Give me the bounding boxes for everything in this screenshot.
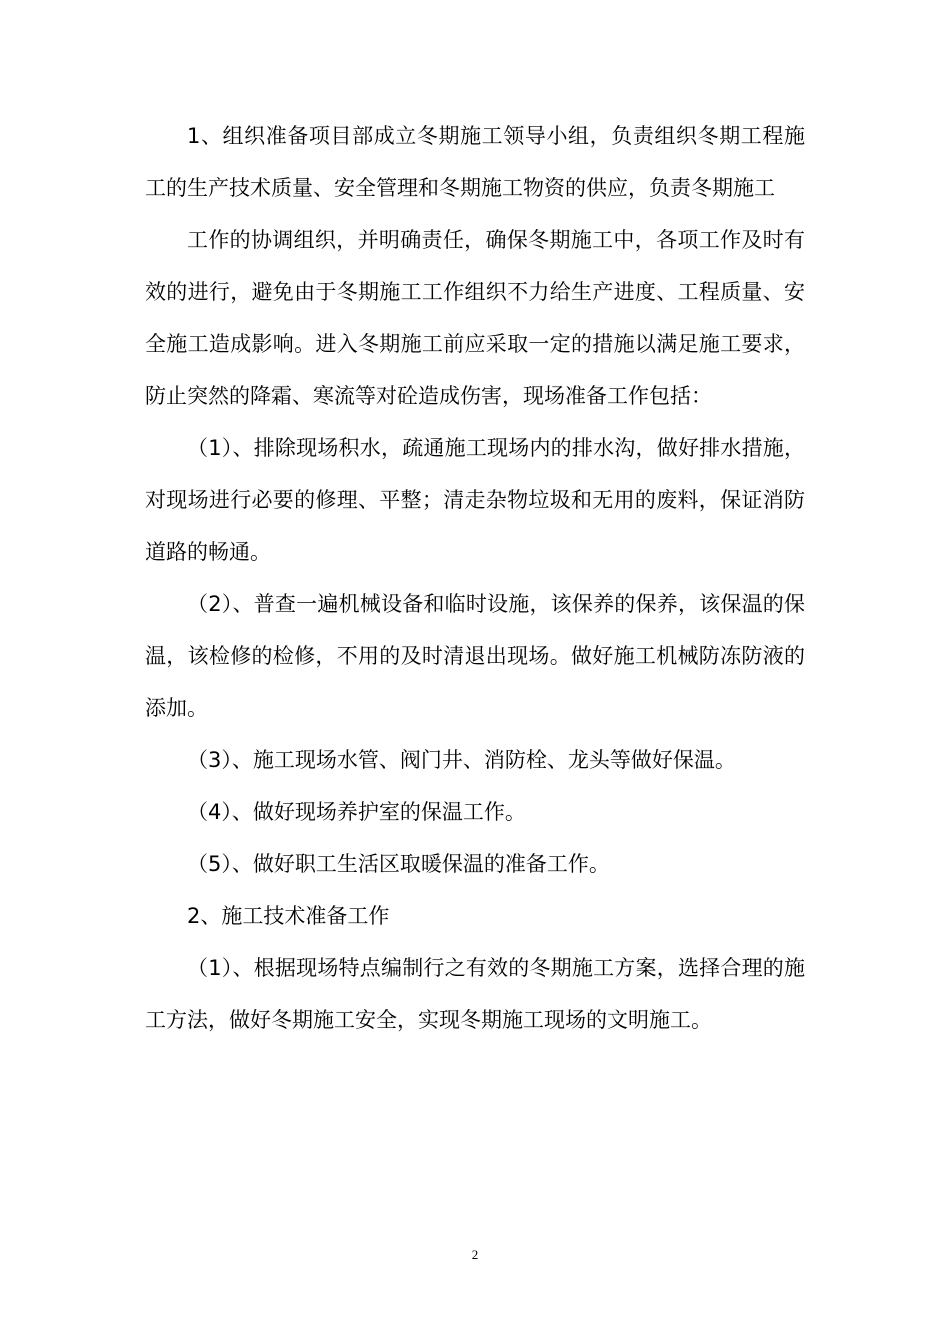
paragraph-organization-prep: 1、组织准备项目部成立冬期施工领导小组，负责组织冬期工程施工的生产技术质量、安全管理和冬期施工物资的供应，负责冬期施工: [145, 124, 805, 200]
paragraph-item-3-pipes: （3）、施工现场水管、阀门井、消防栓、龙头等做好保温。: [187, 748, 736, 772]
paragraph-coordination: 工作的协调组织，并明确责任，确保冬期施工中，各项工作及时有效的进行，避免由于冬期施工工作组织不力给生产进度、工程质量、安全施工造成影响。进入冬期施工前应采取一定的措施以满足施工要求，防止突然的降霜、寒流等对砼造成伤害，现场准备工作包括：: [145, 228, 805, 408]
paragraph-item-4-curing-room: （4）、做好现场养护室的保温工作。: [187, 800, 526, 824]
section-heading-tech-prep: 2、施工技术准备工作: [187, 904, 390, 928]
paragraph-tech-item-1-plan: （1）、根据现场特点编制行之有效的冬期施工方案，选择合理的施工方法，做好冬期施工安全，实现冬期施工现场的文明施工。: [145, 956, 805, 1032]
paragraph-item-1-drainage: （1）、排除现场积水，疏通施工现场内的排水沟，做好排水措施，对现场进行必要的修理、平整；清走杂物垃圾和无用的废料，保证消防道路的畅通。: [145, 436, 805, 564]
paragraph-item-5-living-area: （5）、做好职工生活区取暖保温的准备工作。: [187, 852, 610, 876]
paragraph-item-2-equipment: （2）、普查一遍机械设备和临时设施，该保养的保养，该保温的保温，该检修的检修，不用的及时清退出现场。做好施工机械防冻防液的添加。: [145, 592, 805, 720]
document-body: [145, 110, 805, 1046]
page-number: 2: [471, 1247, 479, 1262]
